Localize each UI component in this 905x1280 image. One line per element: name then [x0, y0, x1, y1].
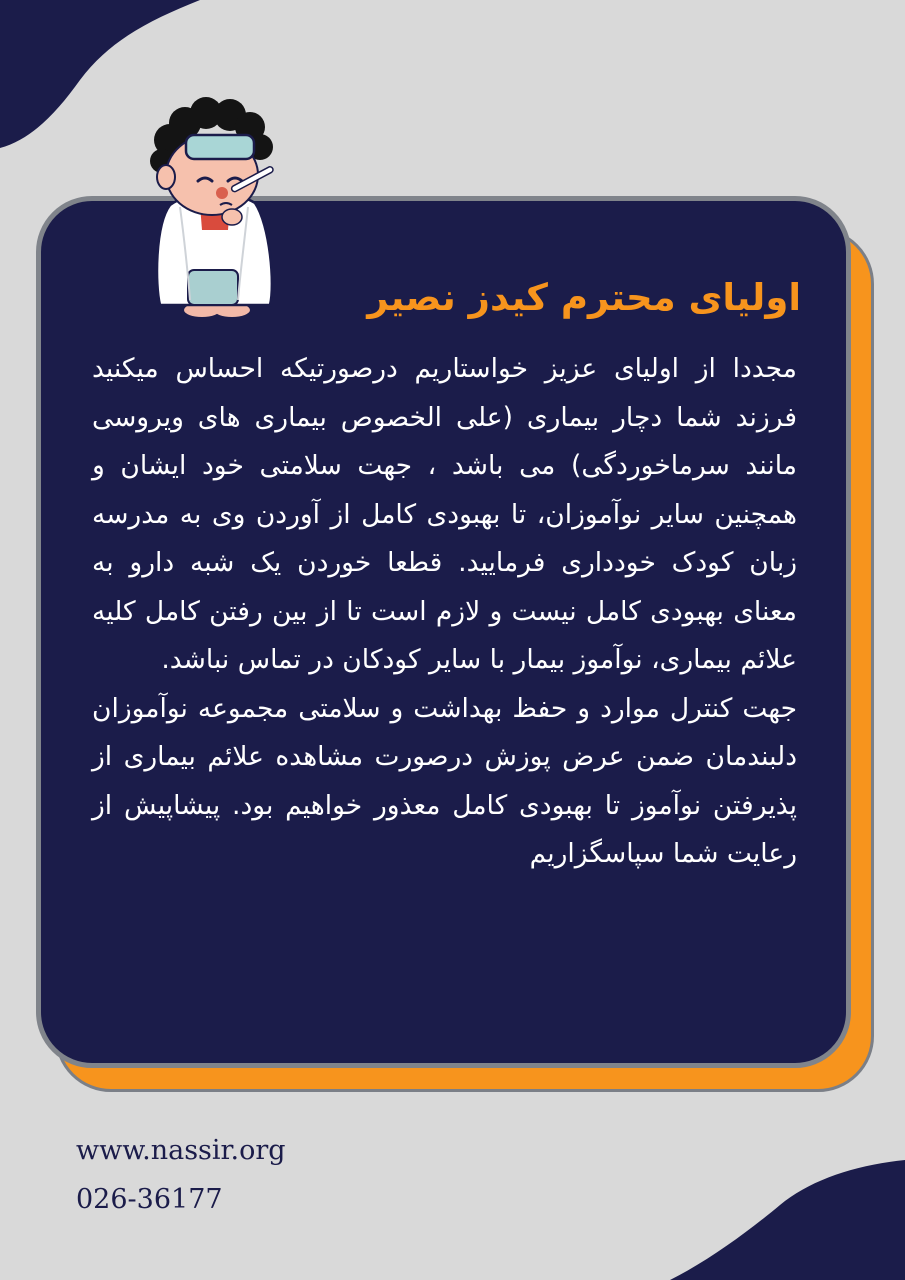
bottom-right-decorative-blob — [670, 1160, 905, 1280]
phone-number: 026-36177 — [76, 1184, 223, 1215]
website-link[interactable]: www.nassir.org — [76, 1135, 286, 1166]
sick-child-illustration — [140, 95, 290, 325]
notice-body — [92, 345, 797, 879]
sick-child-with-thermometer-icon — [150, 97, 274, 317]
notice-paragraph-1: مجددا از اولیای عزیز خواستاریم درصورتیکه احساس میکنید فرزند شما دچار بیماری (علی الخصوص بیماری های ویروسی مانند سرماخوردگی) می باشد ، جهت سلامتی خود ایشان و همچنین سایر نوآموزان، تا بهبودی کامل از آوردن وی به مدرسه زبان کودک خودداری فرمایید. قطعا خوردن یک شبه دارو به معنای بهبودی کامل نیست و لازم است تا از بین رفتن کامل کلیه علائم بیماری، نوآموز بیمار با سایر کودکان در تماس نباشد. — [92, 353, 797, 675]
notice-title: اولیای محترم کیدز نصیر — [367, 276, 801, 319]
notice-paragraph-2: جهت کنترل موارد و حفظ بهداشت و سلامتی مجموعه نوآموزان دلبندمان ضمن عرض پوزش درصورت مشاهده علائم بیماری از پذیرفتن نوآموز تا بهبودی کامل معذور خواهیم بود. پیشاپیش از رعایت شما سپاسگزاریم — [92, 692, 797, 869]
